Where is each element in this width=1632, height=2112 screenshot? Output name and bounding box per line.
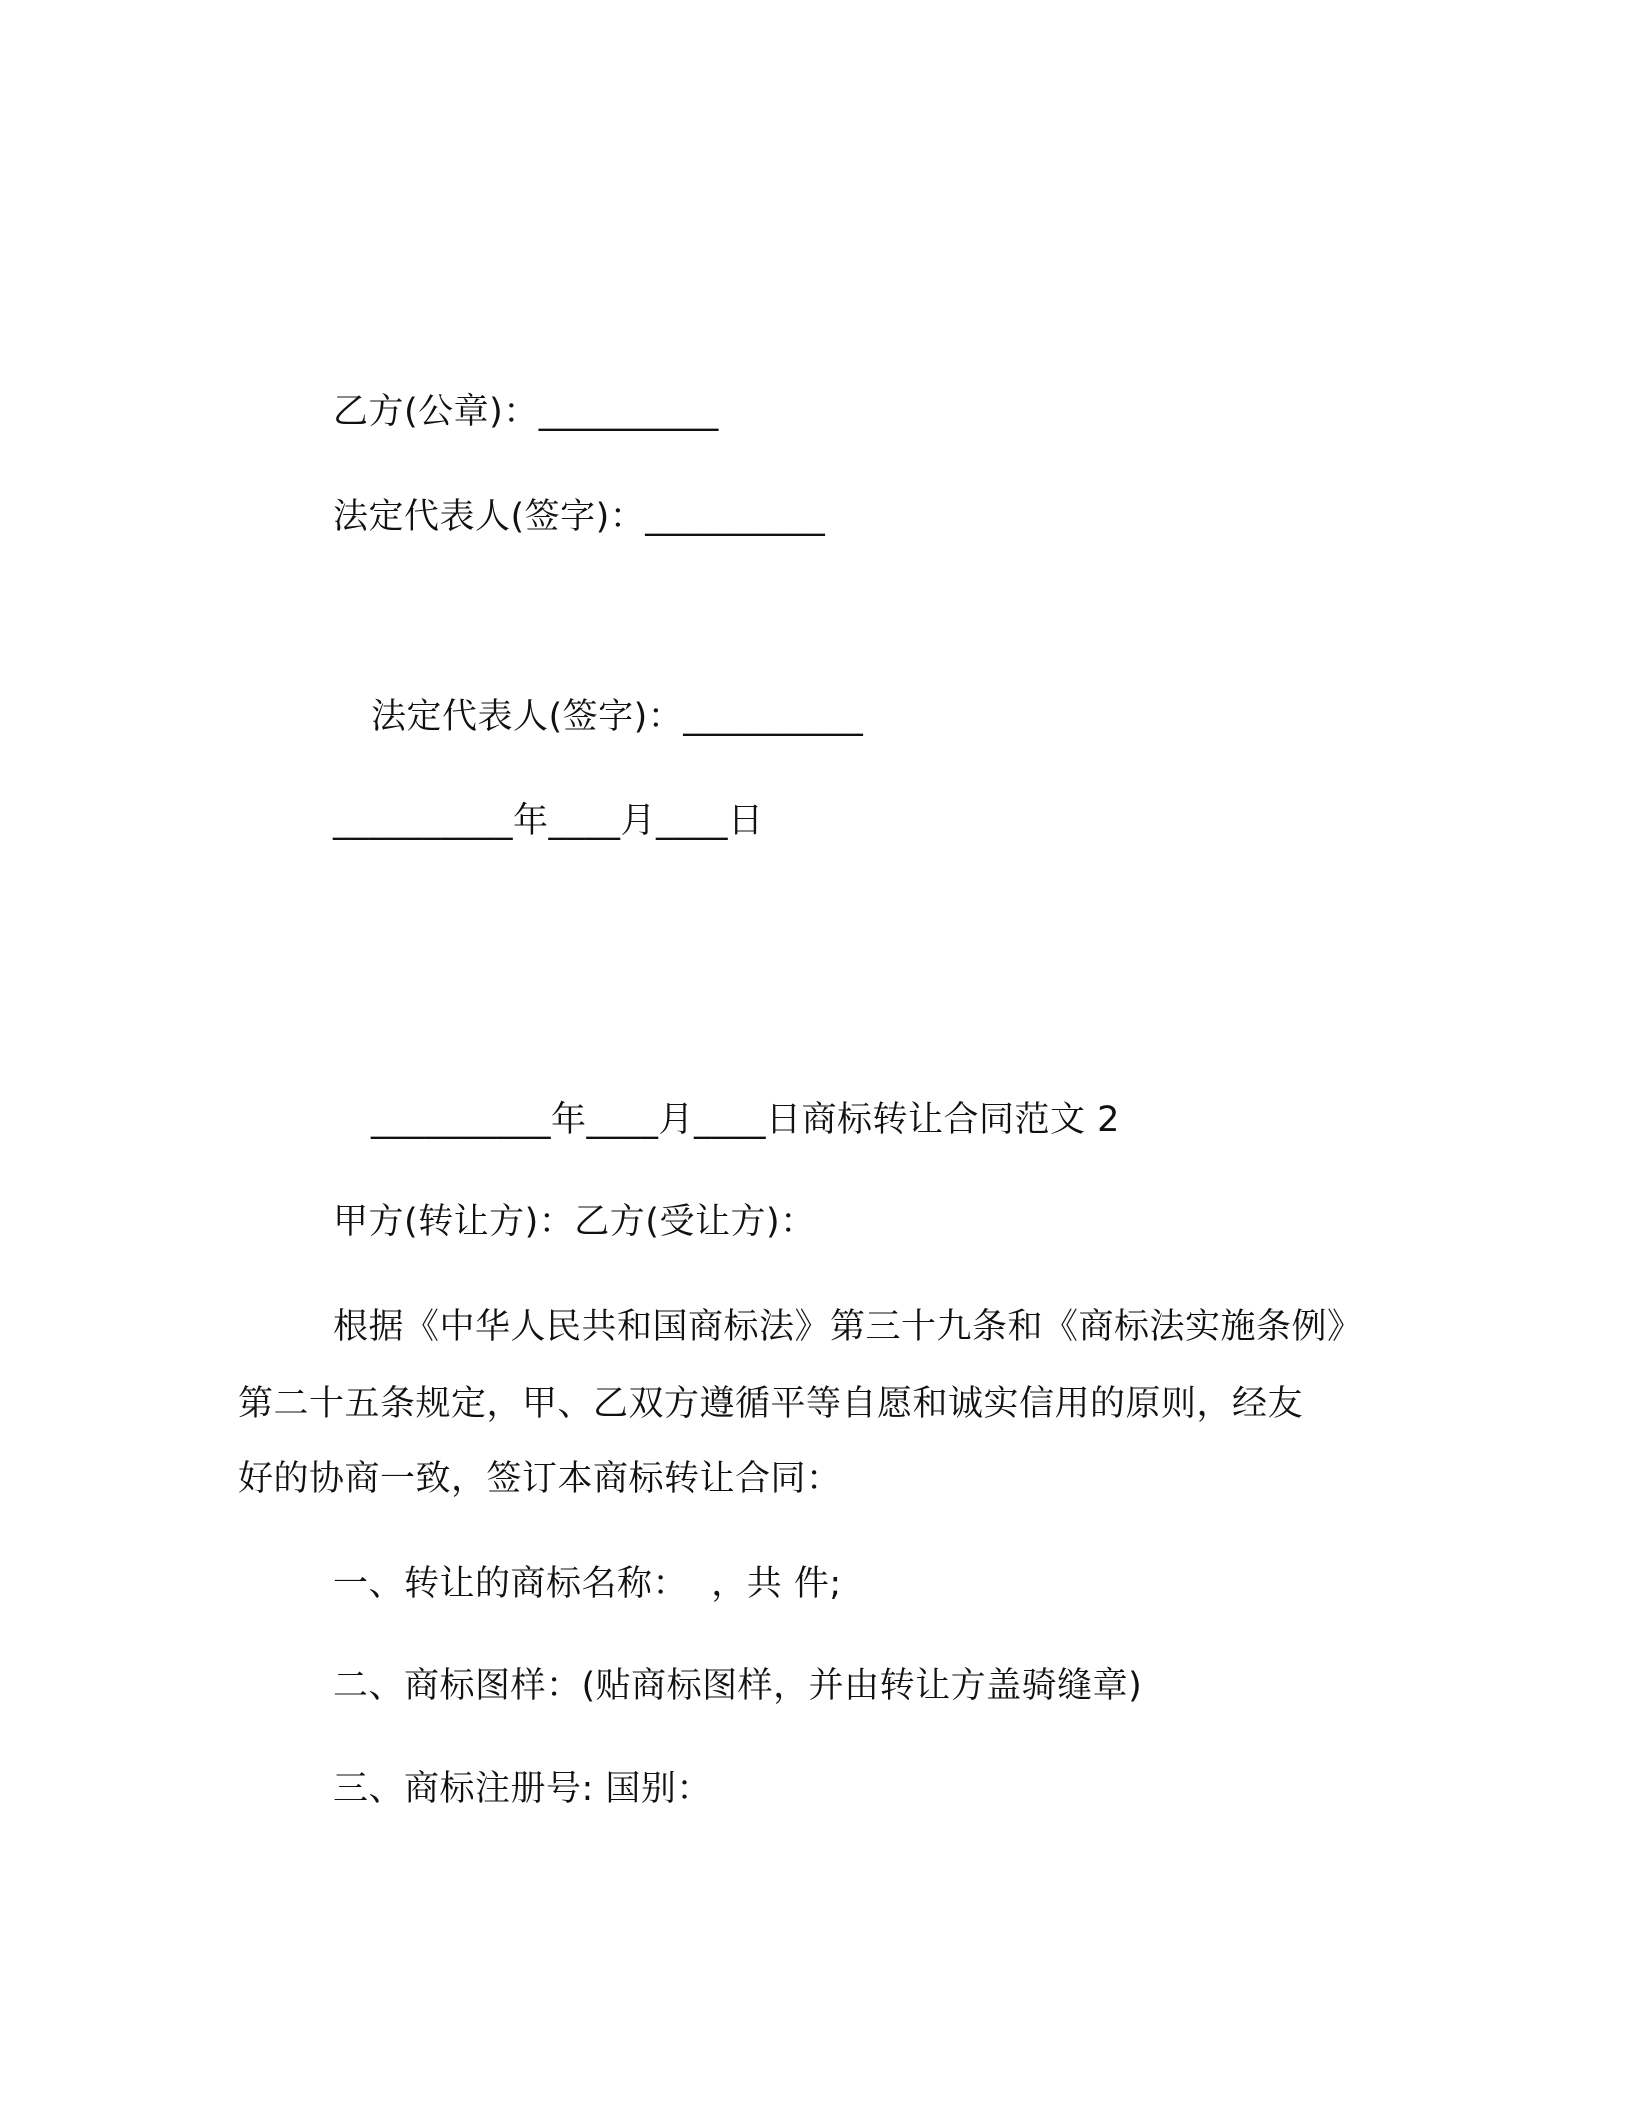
legal-rep-signature-line: 法定代表人(签字)：__________ [333,497,826,537]
legal-rep-signature-line-2: 法定代表人(签字)：__________ [371,697,864,737]
clause-2-line: 二、商标图样：(贴商标图样，并由转让方盖骑缝章) [333,1666,1143,1706]
clause-1-line: 一、转让的商标名称： ，共 件; [333,1564,842,1604]
clause-3-line: 三、商标注册号: 国别： [333,1769,712,1809]
contract-title-line: __________年____月____日商标转让合同范文 2 [371,1100,1120,1140]
parties-line: 甲方(转让方)：乙方(受让方)： [333,1202,816,1242]
preamble-line-3: 好的协商一致，签订本商标转让合同： [238,1459,842,1499]
preamble-line-1: 根据《中华人民共和国商标法》第三十九条和《商标法实施条例》 [333,1307,1363,1347]
party-b-seal-line: 乙方(公章)：__________ [333,392,719,432]
date-line: __________年____月____日 [333,801,764,841]
preamble-line-2: 第二十五条规定，甲、乙双方遵循平等自愿和诚实信用的原则，经友 [238,1384,1304,1424]
